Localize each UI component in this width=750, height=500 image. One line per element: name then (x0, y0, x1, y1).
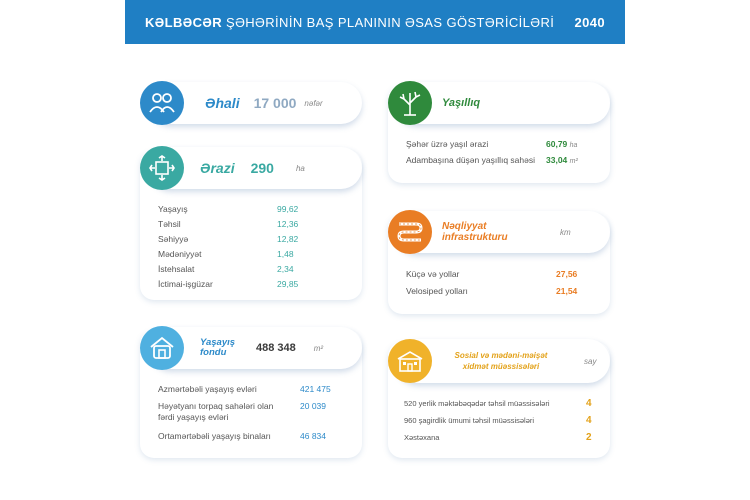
list-item: Mədəniyyət 1,48 (158, 249, 294, 259)
housing-unit: m² (313, 343, 324, 353)
transport-label: Nəqliyyat infrastrukturu (442, 221, 508, 243)
list-item: 960 şagirdlik ümumi təhsil müəssisələri 4 (404, 415, 592, 426)
housing-value: 488 348 (256, 342, 296, 354)
population-unit: nəfər (304, 98, 323, 108)
list-item: Ortamərtəbəli yaşayış binaları 46 834 (158, 431, 326, 441)
area-value: 290 (250, 160, 274, 176)
list-item: Təhsil 12,36 (158, 219, 299, 229)
social-rows (404, 397, 600, 444)
transport-unit: km (560, 227, 571, 237)
area-rows (158, 202, 333, 292)
list-item: İstehsalat 2,34 (158, 264, 294, 274)
area-arrows-icon (140, 146, 184, 190)
green-label: Yaşıllıq (442, 97, 481, 109)
tree-icon (388, 81, 432, 125)
building-icon (388, 339, 432, 383)
area-unit: ha (295, 163, 305, 173)
population-value: 17 000 (253, 95, 297, 111)
list-item: Xəstəxana 2 (404, 432, 592, 443)
list-item: Adambaşına düşən yaşıllıq sahəsi 33,04 m² (406, 155, 578, 165)
header-banner (125, 0, 625, 44)
housing-rows (158, 382, 350, 444)
green-rows (406, 137, 602, 169)
social-label: Sosial və mədəni-məişət xidmət müəssisələri (454, 351, 548, 371)
list-item: Velosiped yolları 21,54 (406, 286, 578, 296)
list-item: Səhiyyə 12,82 (158, 234, 299, 244)
list-item: Küçə və yollar 27,56 (406, 269, 578, 279)
list-item: İctimai-işgüzar 29,85 (158, 279, 299, 289)
list-item: Şəhər üzrə yaşıl ərazi 60,79 ha (406, 139, 578, 149)
house-icon (140, 326, 184, 370)
list-item: Azmərtəbəli yaşayış evləri 421 475 (158, 384, 331, 394)
header-year: 2040 (574, 14, 605, 30)
housing-label: Yaşayış fondu (200, 337, 236, 358)
transport-rows (406, 267, 596, 299)
population-label: Əhali (205, 95, 240, 111)
people-icon (140, 81, 184, 125)
header-title-city: KƏLBƏCƏR (145, 14, 223, 30)
list-item: Həyətyanı torpaq sahələri olan fərdi yaşayış evləri 20 039 (158, 401, 326, 422)
area-label: Ərazi (200, 160, 235, 176)
road-icon (388, 210, 432, 254)
list-item: 520 yerlik məktəbəqədər təhsil müəssisələri 4 (404, 398, 592, 409)
list-item: Yaşayış 99,62 (158, 204, 299, 214)
social-unit: say (584, 356, 597, 366)
header-title-rest: ŞƏHƏRİNİN BAŞ PLANININ ƏSAS GÖSTƏRİCİLƏRİ (226, 14, 555, 30)
